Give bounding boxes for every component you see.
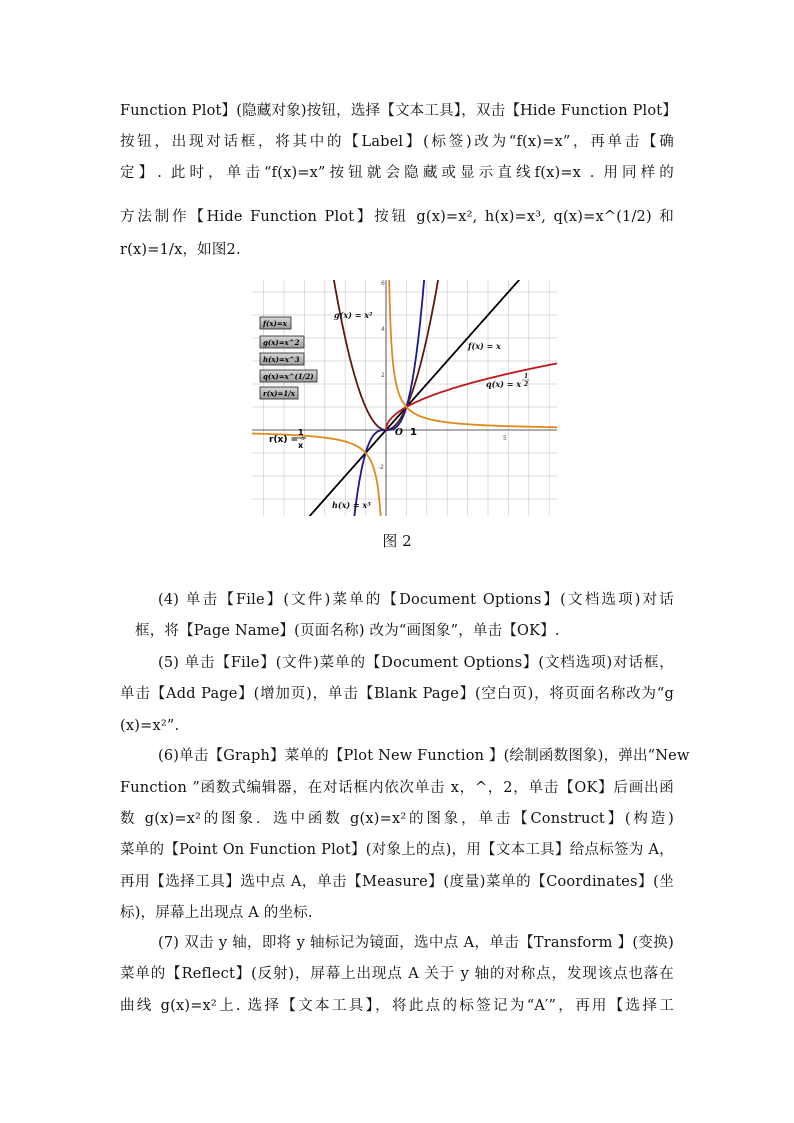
svg-text:f(x)=x: f(x)=x	[263, 319, 287, 328]
hide-g-button[interactable]	[260, 336, 304, 348]
text-line: 单击【Add Page】(增加页)，单击【Blank Page】(空白页)，将页面名称改为“g	[120, 686, 674, 702]
function-graph	[252, 280, 557, 516]
r-fraction-numerator: 1	[298, 428, 304, 437]
x-tick-label: 5	[503, 435, 507, 442]
text-line: 定】. 此时，单击“f(x)=x”按钮就会隐藏或显示直线f(x)=x . 用同样的	[120, 165, 674, 181]
h-curve-label: h(x) = x³	[332, 500, 371, 510]
figure-caption: 图 2	[382, 532, 412, 550]
text-line: 方法制作【Hide Function Plot】按钮 g(x)=x², h(x)=x³, q(x)=x^(1/2) 和	[120, 209, 674, 225]
function-graph-figure	[252, 280, 557, 516]
y-tick-label: 4	[381, 326, 385, 333]
text-line: (7) 双击 y 轴，即将 y 轴标记为镜面，选中点 A，单击【Transform 】(变换)	[158, 935, 674, 951]
unit-one-label: 1	[410, 427, 417, 438]
text-line: 框，将【Page Name】(页面名称) 改为“画图象”，单击【OK】.	[135, 623, 560, 639]
hide-q-button[interactable]	[260, 370, 317, 382]
hide-f-button[interactable]	[260, 317, 291, 329]
text-line: (x)=x²”.	[120, 718, 180, 734]
text-line: 标)，屏幕上出现点 A 的坐标.	[120, 905, 313, 921]
x-tick-label: -5	[299, 435, 305, 442]
f-line-label: f(x) = x	[468, 341, 501, 351]
text-line: 数 g(x)=x²的图象．选中函数 g(x)=x²的图象，单击【Construct】(构造)	[120, 811, 674, 827]
y-tick-label: 2	[381, 372, 385, 379]
text-line: 曲线 g(x)=x²上. 选择【文本工具】，将此点的标签记为“A′”，再用【选择工	[120, 998, 674, 1014]
text-line: 按钮，出现对话框，将其中的【Label】(标签)改为“f(x)=x”，再单击【确	[120, 134, 674, 150]
text-line: (6)单击【Graph】菜单的【Plot New Function 】(绘制函数图象)，弹出“New	[158, 748, 690, 764]
y-tick-label: -2	[378, 464, 384, 471]
g-curve-label: g(x) = x²	[334, 310, 373, 320]
text-line: (5) 单击【File】(文件)菜单的【Document Options】(文档选项)对话框，	[158, 655, 674, 671]
origin-label: O	[395, 428, 403, 438]
q-exponent-numerator: 1	[524, 373, 529, 380]
y-tick-label: 6	[381, 280, 385, 287]
q-curve-label: q(x) = x	[486, 379, 521, 389]
text-line: 菜单的【Reflect】(反射)，屏幕上出现点 A 关于 y 轴的对称点，发现该点也落在	[120, 966, 674, 982]
text-line: r(x)=1/x，如图2.	[120, 242, 241, 258]
hide-h-button[interactable]	[260, 353, 304, 365]
text-line: 再用【选择工具】选中点 A，单击【Measure】(度量)菜单的【Coordinates】(坐	[120, 874, 674, 890]
text-line: 菜单的【Point On Function Plot】(对象上的点)，用【文本工具】给点标签为 A，	[120, 842, 674, 858]
hide-r-button[interactable]	[260, 387, 298, 399]
r-fraction-denominator: x	[298, 441, 304, 450]
r-curve-label: r(x) =	[269, 435, 299, 445]
svg-text:q(x)=x^(1/2): q(x)=x^(1/2)	[263, 372, 314, 381]
q-exponent-denominator: 2	[524, 381, 529, 388]
text-line: (4) 单击【File】(文件)菜单的【Document Options】(文档选项)对话	[158, 592, 674, 608]
text-line: Function Plot】(隐藏对象)按钮，选择【文本工具】，双击【Hide Function Plot】	[120, 103, 678, 119]
svg-text:g(x)=x^2: g(x)=x^2	[263, 338, 300, 347]
svg-text:h(x)=x^3: h(x)=x^3	[263, 355, 300, 364]
svg-text:r(x)=1/x: r(x)=1/x	[263, 389, 295, 398]
text-line: Function ”函数式编辑器，在对话框内依次单击 x，^，2，单击【OK】后画出函	[120, 780, 674, 796]
